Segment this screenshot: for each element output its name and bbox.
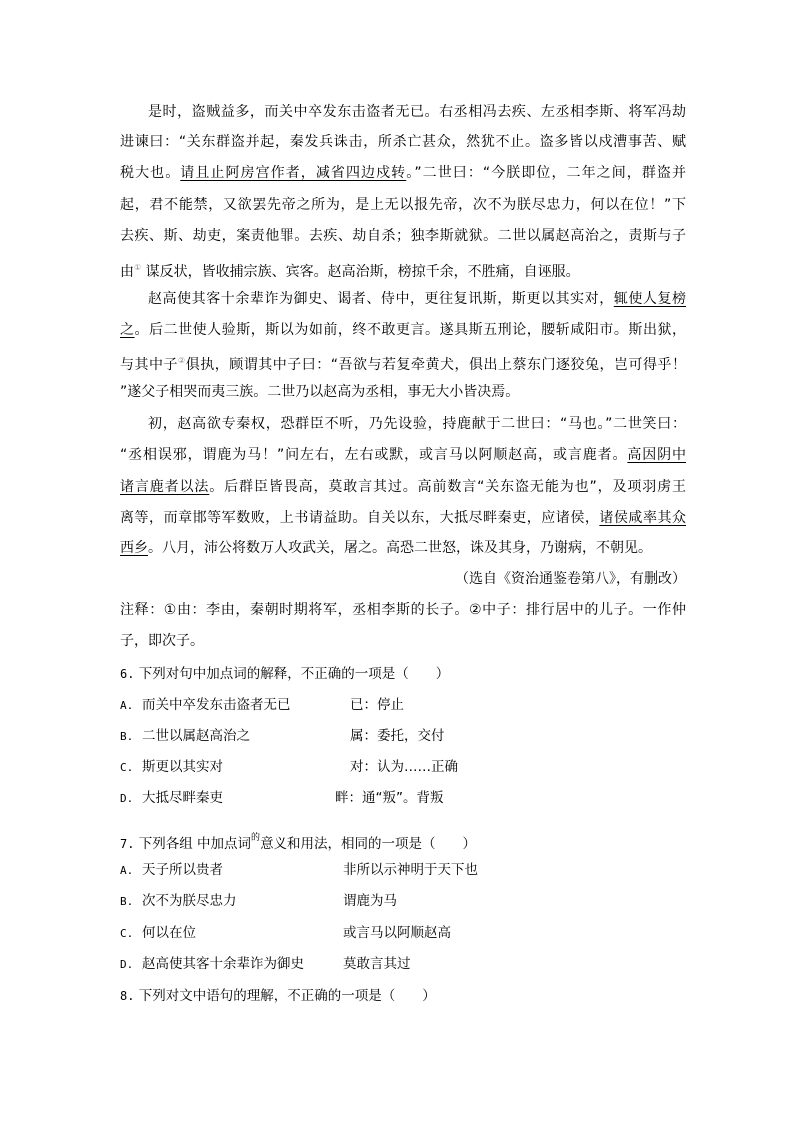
passage-text: 进谏曰：“关东群盗并起，秦发兵诛击，所杀亡甚众，然犹不止。盗多皆以戍漕事苦、赋 [120, 134, 686, 150]
question-text: 下列对句中加点词的解释，不正确的一项是（ ） [138, 666, 450, 682]
passage-line [120, 600, 686, 620]
passage-line [148, 289, 686, 309]
option-right-text: 或言马以阿顺赵高 [343, 925, 451, 941]
underlined-sentence: 辄使人复榜 [613, 291, 687, 307]
option-a [120, 860, 680, 880]
option-left-text: 次不为朕尽忠力 [142, 893, 237, 909]
passage-line [148, 414, 686, 434]
passage-text: 。八月，沛公将数万人攻武关，屠之。高恐二世怒，诛及其身，乃谢病，不朝见。 [148, 540, 652, 556]
question-number: 7. [120, 837, 135, 851]
passage-text: “丞相误邪，谓鹿为马！”问左右，左右或默，或言马以阿顺赵高，或言鹿者。 [120, 447, 628, 463]
option-right-text: 莫敢言其过 [343, 956, 411, 972]
question-8 [120, 986, 436, 1006]
question-number: 6. [120, 667, 135, 681]
option-letter: D. [120, 792, 134, 805]
passage-line [120, 508, 686, 528]
passage-text: 。后二世使人验斯，斯以为如前，终不敢更言。遂具斯五刑论，腰斩咸阳市。斯出狱， [134, 322, 687, 338]
underlined-sentence: 请且止阿房宫作者，减省四边戍转 [180, 165, 407, 181]
passage-text: 起，君不能禁，又欲罢先帝之所为，是上无以报先帝，次不为朕尽忠力，何以在位！”下 [120, 197, 686, 213]
passage-text: 俱执，顾谓其中子曰：“吾欲与若复牵黄犬，俱出上蔡东门逐狡兔，岂可得乎！ [185, 357, 687, 373]
passage-text: 。”二世曰：“今朕即位，二年之间，群盗并 [406, 165, 686, 181]
passage-text: 谋反状，皆收捕宗族、宾客。赵高治斯，榜掠千余，不胜痛，自诬服。 [141, 264, 580, 280]
passage-line [120, 163, 686, 183]
option-right-text: 已：停止 [350, 697, 404, 713]
option-a [120, 695, 680, 715]
underlined-sentence: 诸言鹿者以法 [120, 479, 210, 495]
passage-text: （选自《资治通鉴卷第八》，有删改） [455, 571, 686, 587]
passage-line [120, 569, 686, 589]
option-right-text: 非所以示神明于天下也 [343, 862, 478, 878]
question-number: 8. [120, 989, 135, 1003]
passage-line [148, 102, 686, 122]
option-letter: B. [120, 730, 134, 743]
passage-line [120, 477, 686, 497]
question-text: 下列各组 中加点词 [138, 836, 252, 852]
passage-text: 赵高使其客十余辈诈为御史、谒者、侍中，更往复讯斯，斯更以其实对， [148, 291, 614, 307]
passage-line [120, 445, 686, 465]
passage-line [120, 258, 686, 278]
passage-line [120, 631, 686, 651]
question-text: 下列对文中语句的理解，不正确的一项是（ ） [138, 988, 436, 1004]
option-b [120, 891, 680, 911]
option-letter: D. [120, 958, 134, 971]
underlined-sentence: 之 [120, 322, 135, 338]
option-right-text: 谓鹿为马 [343, 893, 397, 909]
option-d [120, 954, 680, 974]
passage-line [120, 226, 686, 246]
passage-text: 子，即次子。 [120, 633, 204, 649]
passage-line [120, 195, 686, 215]
option-right-text: 对：认为……正确 [350, 759, 458, 775]
option-left-text: 何以在位 [142, 925, 196, 941]
passage-line [120, 382, 686, 402]
passage-text: 与其中子 [120, 357, 179, 373]
option-letter: C. [120, 761, 134, 774]
option-right-text: 畔：通“叛”。背叛 [335, 790, 444, 806]
underlined-sentence: 西乡 [120, 540, 148, 556]
passage-text: ”遂父子相哭而夷三族。二世乃以赵高为丞相，事无大小皆决焉。 [120, 384, 520, 400]
underlined-sentence: 高因阴中 [627, 447, 687, 463]
question-text-small: 的 [251, 833, 261, 843]
passage-line [120, 320, 686, 340]
option-letter: A. [120, 864, 134, 877]
option-left-text: 而关中卒发东击盗者无已 [142, 697, 291, 713]
passage-text: 初，赵高欲专秦权，恐群臣不听，乃先设验，持鹿献于二世曰：“马也。”二世笑曰： [148, 416, 686, 432]
passage-text: 离等，而章邯等军数败，上书请益助。自关以东，大抵尽畔秦吏，应诸侯， [120, 510, 600, 526]
option-c [120, 757, 680, 777]
option-c [120, 923, 680, 943]
passage-text: 由 [120, 264, 134, 280]
passage-text: 注释：①由：李由，秦朝时期将军，丞相李斯的长子。②中子：排行居中的儿子。一作仲 [120, 602, 686, 618]
passage-line [120, 132, 686, 152]
option-letter: B. [120, 895, 134, 908]
option-d [120, 788, 680, 808]
passage-text: 税大也。 [120, 165, 181, 181]
option-letter: A. [120, 699, 134, 712]
passage-text: 去疾、斯、劫吏，案责他罪。去疾、劫自杀；独李斯就狱。二世以属赵高治之，责斯与子 [120, 228, 686, 244]
passage-line [120, 351, 686, 371]
footnote-marker: ② [178, 356, 186, 365]
option-letter: C. [120, 927, 134, 940]
passage-text: 是时，盗贼益多，而关中卒发东击盗者无已。右丞相冯去疾、左丞相李斯、将军冯劫 [148, 104, 686, 120]
option-left-text: 大抵尽畔秦吏 [142, 790, 223, 806]
question-text-rest: 意义和用法，相同的一项是（ ） [260, 836, 477, 852]
question-6 [120, 664, 449, 684]
option-left-text: 天子所以贵者 [142, 862, 223, 878]
option-left-text: 赵高使其客十余辈诈为御史 [142, 956, 304, 972]
option-right-text: 属：委托，交付 [350, 728, 445, 744]
option-b [120, 726, 680, 746]
passage-text: 。后群臣皆畏高，莫敢言其过。高前数言“关东盗无能为也”，及项羽虏王 [209, 479, 686, 495]
option-left-text: 二世以属赵高治之 [142, 728, 250, 744]
footnote-marker: ① [134, 263, 142, 272]
underlined-sentence: 诸侯咸率其众 [599, 510, 687, 526]
passage-line [120, 538, 686, 558]
question-7 [120, 828, 477, 852]
option-left-text: 斯更以其实对 [142, 759, 223, 775]
